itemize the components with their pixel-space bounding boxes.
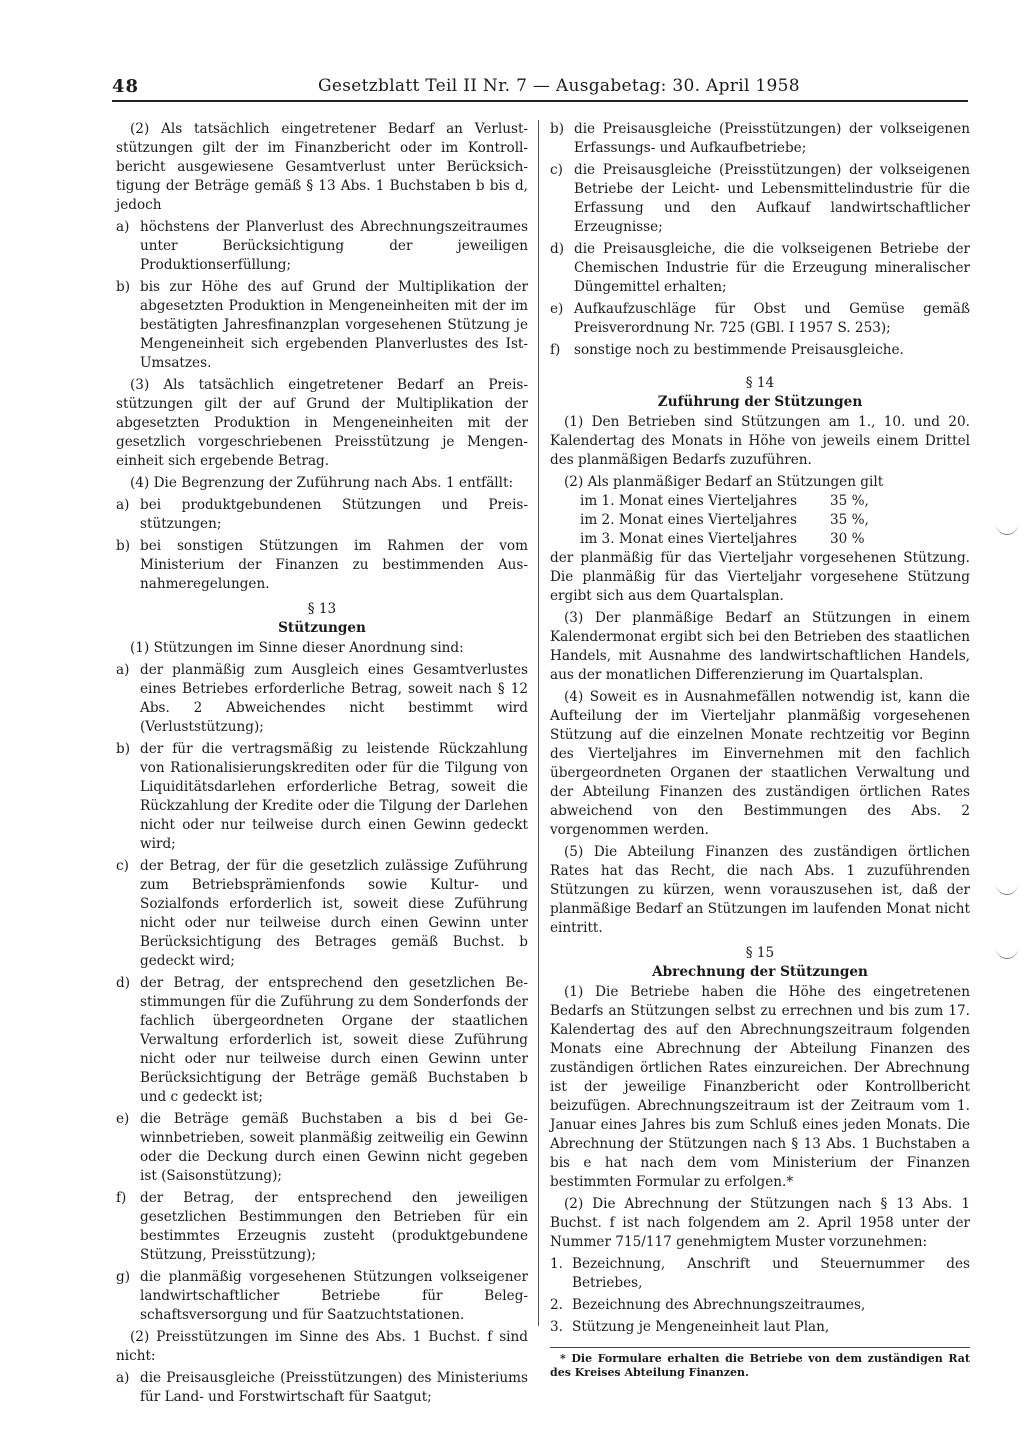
item-label: d) [116,975,131,991]
paragraph-15-1: (1) Die Betriebe haben die Höhe des eingetretenen Bedarfs an Stützungen selbst zu errechnen und bis zum 17. Kalendertag des auf den Abrechnungszeitraum folgenden Monats eine Abrechnung der Abteilung Finanzen des zuständigen örtlichen Rates einzureichen. Der Abrechnung ist der jeweilige Finanzbericht oder Kontrollbericht beizufügen. Abrechnungszeitraum ist der Zeitraum vom 1. Januar eines Jahres bis zum Schluß eines jeden Monats. Die Abrechnung der Stützungen nach § 13 Abs. 1 Buchstaben a bis e hat nach dem vom Ministerium der Finanzen bestimmten Formular zu erfolgen.* [550,984,970,1190]
rate-value: 35 %, [830,512,869,528]
item-label: a) [116,497,130,513]
item-label: a) [116,219,130,235]
section-15-number: § 15 [745,945,775,961]
item-label: e) [550,301,564,317]
item-label: f) [116,1190,127,1206]
paragraph-12-4: (4) Die Begrenzung der Zuführung nach Abs. 1 entfällt: [130,475,514,491]
item-label: g) [116,1269,131,1285]
item-label: 3. [550,1319,563,1335]
paragraph-15-2: (2) Die Abrechnung der Stützungen nach § 13 Abs. 1 Buchst. f ist nach folgendem am 2. April 1958 unter der Nummer 715/117 genehmigtem Muster vorzunehmen: [550,1196,970,1250]
item-label: b) [116,741,131,757]
item-text: der Betrag, der entsprechend den jeweiligen gesetzlichen Bestimmungen den Betrieben für ein bestimmtes Erzeugnis zusteht (produktgebundene Stützung, Preisstützung); [140,1190,528,1263]
item-13-1-e [116,1110,528,1186]
item-text: die Preisausgleiche, die die volkseigenen Betriebe der Chemischen Industrie für die Erzeugung mineralischer Düngemittel erhalten; [574,241,970,295]
item-label: c) [550,162,563,178]
item-15-2-3 [550,1318,970,1337]
item-text: der planmäßig zum Ausgleich eines Gesamtverlustes eines Betriebes erforderliche Betrag, soweit nach § 12 Abs. 2 Abweichendes nicht bestimmt wird (Verluststützung); [140,662,528,735]
left-column [116,120,528,1410]
item-text: Stützung je Mengeneinheit laut Plan, [572,1319,830,1335]
rate-row [580,530,970,549]
header-title: Gesetzblatt Teil II Nr. 7 — Ausgabetag: 30. April 1958 [318,76,800,96]
item-13-2-d [550,240,970,297]
item-13-1-f [116,1189,528,1265]
item-text: der für die vertragsmäßig zu leistende Rückzahlung von Rationalisierungskrediten oder für die Tilgung von Liquiditätsdarlehen erforderliche Betrag, soweit die Rückzahlung der Kredite oder die Tilgung der Darlehen nicht oder nur teilweise durch einen Gewinn gedeckt wird; [140,741,528,852]
section-14-number: § 14 [745,375,775,391]
paragraph-13-2: (2) Preisstützungen im Sinne des Abs. 1 Buchst. f sind nicht: [116,1329,528,1364]
paragraph-12-3: (3) Als tatsächlich eingetretener Bedarf an Preisstützungen gilt der auf Grund der Multiplikation der abgesetzten Produktion in Mengeneinheiten mit der gesetzlich vorgeschriebenen Preisstützung je Mengeneinheit sich ergebende Betrag. [116,377,528,469]
item-text: Aufkaufzuschläge für Obst und Gemüse gemäß Preisverordnung Nr. 725 (GBl. I 1957 S. 253); [574,301,970,336]
binding-mark [996,944,1018,959]
item-label: b) [116,538,131,554]
item-13-1-a [116,661,528,737]
rate-label: im 2. Monat eines Vierteljahres [580,512,798,528]
item-label: e) [116,1111,130,1127]
rate-row [580,492,970,511]
binding-mark [996,880,1018,895]
item-label: c) [116,858,129,874]
paragraph-14-2-end: der planmäßig für das Vierteljahr vorgesehenen Stützung. Die planmäßig für das Vierteljahr vorgesehene Stützung ergibt sich aus dem Quartalsplan. [550,550,970,604]
paragraph-14-1: (1) Den Betrieben sind Stützungen am 1., 10. und 20. Kalendertag des Monats in Höhe von jeweils einem Drittel des planmäßigen Bedarfs zuzuführen. [550,414,970,468]
item-13-2-c [550,161,970,237]
binding-mark [996,520,1018,535]
item-text: bis zur Höhe des auf Grund der Multiplikation der abgesetzten Produktion in Mengeneinheiten mit der im bestätigten Jahresfinanzplan vorgesehenen Stützung je Mengeneinheit sich ergebenden Planverlustes des Ist-Umsatzes. [140,279,528,371]
item-label: 2. [550,1297,563,1313]
right-column [550,120,970,1383]
rate-label: im 1. Monat eines Vierteljahres [580,493,798,509]
item-text: die Preisausgleiche (Preisstützungen) des Ministeriums für Land- und Forstwirtschaft für Saatgut; [140,1370,528,1405]
item-text: bei produktgebundenen Stützungen und Preisstützungen; [140,497,528,532]
paragraph-13-1: (1) Stützungen im Sinne dieser Anordnung sind: [130,640,464,656]
item-13-1-g [116,1268,528,1325]
item-text: die planmäßig vorgesehenen Stützungen volkseigener landwirtschaftlicher Betriebe für Belegschaftsversorgung und für Saatzuchtstationen. [140,1269,528,1323]
item-text: die Preisausgleiche (Preisstützungen) der volkseigenen Erfassungs- und Aufkaufbetriebe; [574,121,970,156]
item-13-2-f [550,341,970,360]
item-label: f) [550,342,561,358]
paragraph-14-2-intro: (2) Als planmäßiger Bedarf an Stützungen gilt [564,474,884,490]
item-13-1-c [116,857,528,971]
paragraph-14-5: (5) Die Abteilung Finanzen des zuständigen örtlichen Rates hat das Recht, die nach Abs. 1 zuzuführenden Stützungen zu kürzen, wenn vorauszusehen ist, daß der planmäßige Bedarf an Stützungen im laufenden Monat nicht eintritt. [550,844,970,936]
item-text: Bezeichnung des Abrechnungszeitraumes, [572,1297,866,1313]
item-label: d) [550,241,565,257]
rate-row [580,511,970,530]
section-13-number: § 13 [307,601,337,617]
column-divider [538,120,539,1326]
rate-label: im 3. Monat eines Vierteljahres [580,531,798,547]
footnote-rule [550,1347,970,1348]
item-15-2-2 [550,1296,970,1315]
section-13-heading: Stützungen [278,620,366,636]
item-13-2-a [116,1369,528,1407]
rate-value: 35 %, [830,493,869,509]
rate-list [580,492,970,549]
paragraph-12-2: (2) Als tatsächlich eingetretener Bedarf an Verluststützungen gilt der im Finanzbericht oder im Kontrollbericht ausgewiesene Gesamtverlust unter Berücksichtigung der Beträge gemäß § 13 Abs. 1 Buchstaben b bis d, jedoch [116,121,528,213]
item-label: b) [116,279,131,295]
item-label: b) [550,121,565,137]
item-12-4-b [116,537,528,594]
header-rule [112,100,968,102]
item-13-2-b [550,120,970,158]
item-text: Bezeichnung, Anschrift und Steuernummer des Betriebes, [572,1256,970,1291]
footnote: * Die Formulare erhalten die Betriebe von dem zuständigen Rat des Kreises Abteilung Finanzen. [550,1352,970,1379]
item-15-2-1 [550,1255,970,1293]
item-12-4-a [116,496,528,534]
item-13-1-d [116,974,528,1107]
rate-value: 30 % [830,531,865,547]
item-text: der Betrag, der entsprechend den gesetzlichen Bestimmungen für die Zuführung zu dem Sonderfonds der fachlich übergeordneten Organe der staatlichen Verwaltung erforderlich ist, soweit diese Zuführung nicht oder nur teilweise durch einen Gewinn unter Berücksichtigung der Beträge gemäß Buchstaben b und c gedeckt ist; [140,975,528,1105]
item-text: die Preisausgleiche (Preisstützungen) der volkseigenen Betriebe der Leicht- und Lebensmittelindustrie für die Erfassung und den Aufkauf landwirtschaftlicher Erzeugnisse; [574,162,970,235]
item-13-1-b [116,740,528,854]
page-header [112,74,968,100]
item-label: a) [116,662,130,678]
item-label: a) [116,1370,130,1386]
section-15-heading: Abrechnung der Stützungen [652,964,868,980]
item-label: 1. [550,1256,563,1272]
paragraph-14-4: (4) Soweit es in Ausnahmefällen notwendig ist, kann die Aufteilung der im Vierteljahr planmäßig vorgesehenen Stützung auf die einzelnen Monate rechtzeitig vor Beginn des Vierteljahres im Einvernehmen mit den fachlich übergeordneten Organen der staatlichen Verwaltung und der Abteilung Finanzen des zuständigen örtlichen Rates abweichend von den Bestimmungen des Abs. 2 vorgenommen werden. [550,689,970,838]
item-text: bei sonstigen Stützungen im Rahmen der vom Ministerium der Finanzen zu bestimmenden Ausnahmeregelungen. [140,538,528,592]
paragraph-14-3: (3) Der planmäßige Bedarf an Stützungen in einem Kalendermonat ergibt sich bei den Betrieben des staatlichen Handels, mit Ausnahme des landwirtschaftlichen Handels, aus der monatlichen Differenzierung im Quartalsplan. [550,610,970,683]
section-14-heading: Zuführung der Stützungen [657,394,863,410]
item-text: die Beträge gemäß Buchstaben a bis d bei Gewinnbetrieben, soweit planmäßig zeitweilig ein Gewinn oder die Deckung durch einen Gewinn nicht gegeben ist (Saisonstützung); [140,1111,528,1184]
page-number: 48 [112,76,140,97]
item-text: sonstige noch zu bestimmende Preisausgleiche. [574,342,904,358]
item-12-2-a [116,218,528,275]
item-12-2-b [116,278,528,373]
item-text: höchstens der Planverlust des Abrechnungszeitraumes unter Berücksichtigung der jeweiligen Produktionserfüllung; [140,219,528,273]
item-text: der Betrag, der für die gesetzlich zulässige Zuführung zum Betriebsprämienfonds sowie Kultur- und Sozialfonds erforderlich ist, soweit diese Zuführung nicht oder nur teilweise durch einen Gewinn unter Berücksichtigung des Betrages gemäß Buchst. b gedeckt wird; [140,858,528,969]
item-13-2-e [550,300,970,338]
